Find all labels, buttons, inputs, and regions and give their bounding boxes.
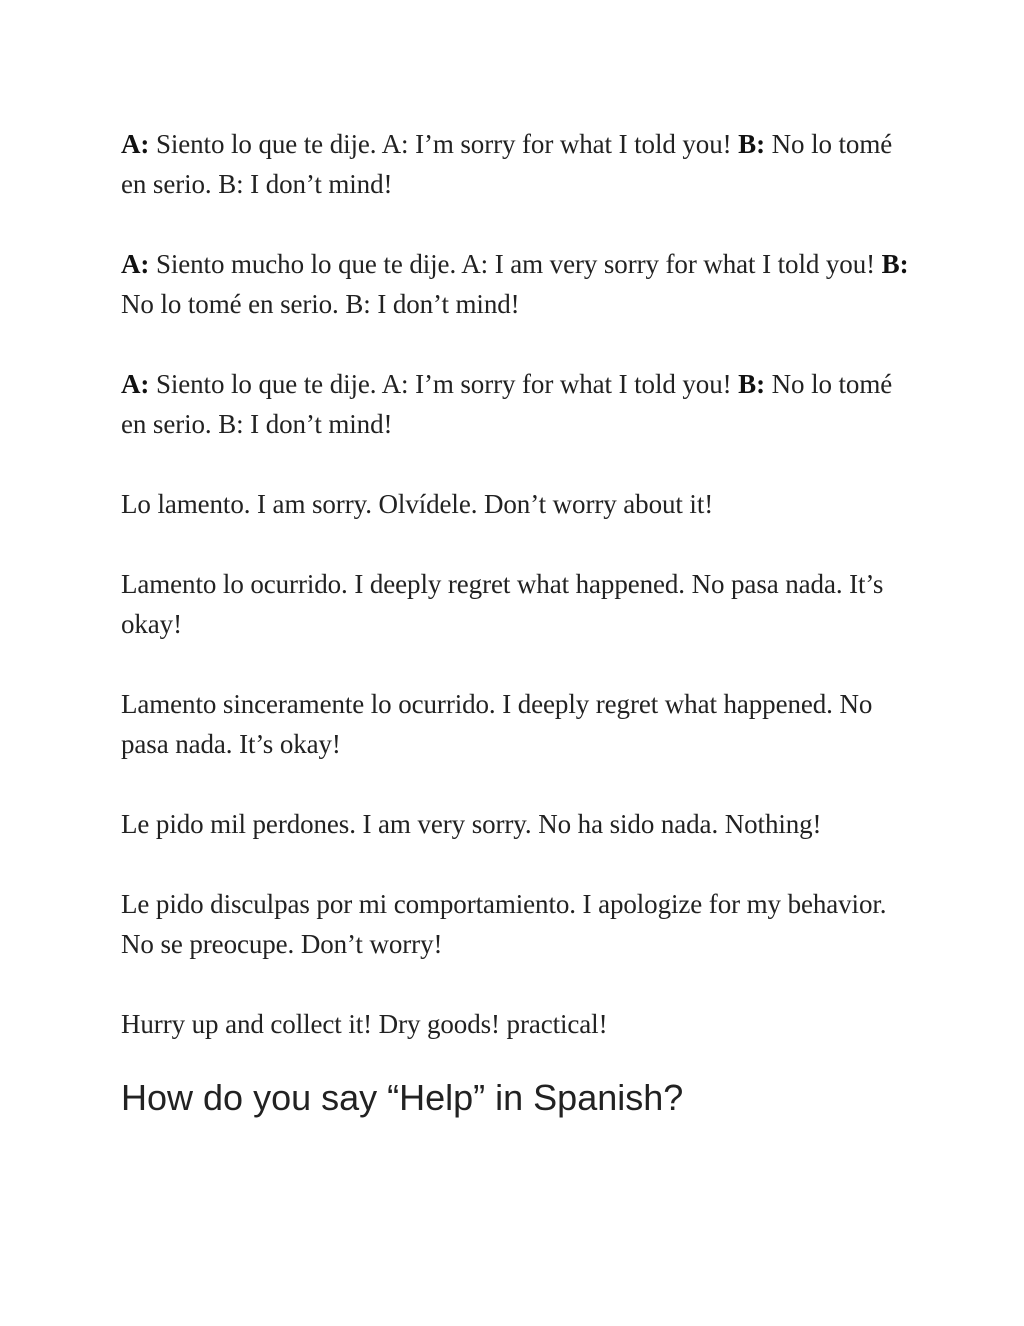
speaker-a-text: Siento mucho lo que te dije. A: I am very sorry for what I told you! <box>149 249 882 279</box>
phrase-paragraph-6: Hurry up and collect it! Dry goods! practical! <box>121 1009 608 1039</box>
phrase-paragraph-2: Lamento lo ocurrido. I deeply regret what happened. No pasa nada. It’s okay! <box>121 569 884 639</box>
dialogue-paragraph-2 <box>121 244 911 324</box>
speaker-b-text: No lo tomé en serio. B: I don’t mind! <box>121 289 520 319</box>
speaker-a-label: A: <box>121 249 150 279</box>
speaker-a-text: Siento lo que te dije. A: I’m sorry for what I told you! <box>149 369 739 399</box>
section-heading: How do you say “Help” in Spanish? <box>121 1077 684 1118</box>
speaker-b-text: No lo tomé en serio. B: I don’t mind! <box>121 369 893 439</box>
phrase-paragraph-1: Lo lamento. I am sorry. Olvídele. Don’t worry about it! <box>121 489 714 519</box>
dialogue-paragraph-3 <box>121 364 911 444</box>
phrase-paragraph-4: Le pido mil perdones. I am very sorry. No ha sido nada. Nothing! <box>121 809 822 839</box>
speaker-b-label: B: <box>738 369 765 399</box>
speaker-a-label: A: <box>121 129 150 159</box>
speaker-b-text: No lo tomé en serio. B: I don’t mind! <box>121 129 893 199</box>
speaker-b-label: B: <box>738 129 765 159</box>
speaker-a-label: A: <box>121 369 150 399</box>
document-content <box>121 124 911 1120</box>
phrase-paragraph-3: Lamento sinceramente lo ocurrido. I deeply regret what happened. No pasa nada. It’s okay! <box>121 689 873 759</box>
phrase-paragraph-5: Le pido disculpas por mi comportamiento. I apologize for my behavior. No se preocupe. Don’t worry! <box>121 889 887 959</box>
dialogue-paragraph-1 <box>121 124 911 204</box>
speaker-b-label: B: <box>881 249 909 279</box>
speaker-a-text: Siento lo que te dije. A: I’m sorry for what I told you! <box>149 129 739 159</box>
